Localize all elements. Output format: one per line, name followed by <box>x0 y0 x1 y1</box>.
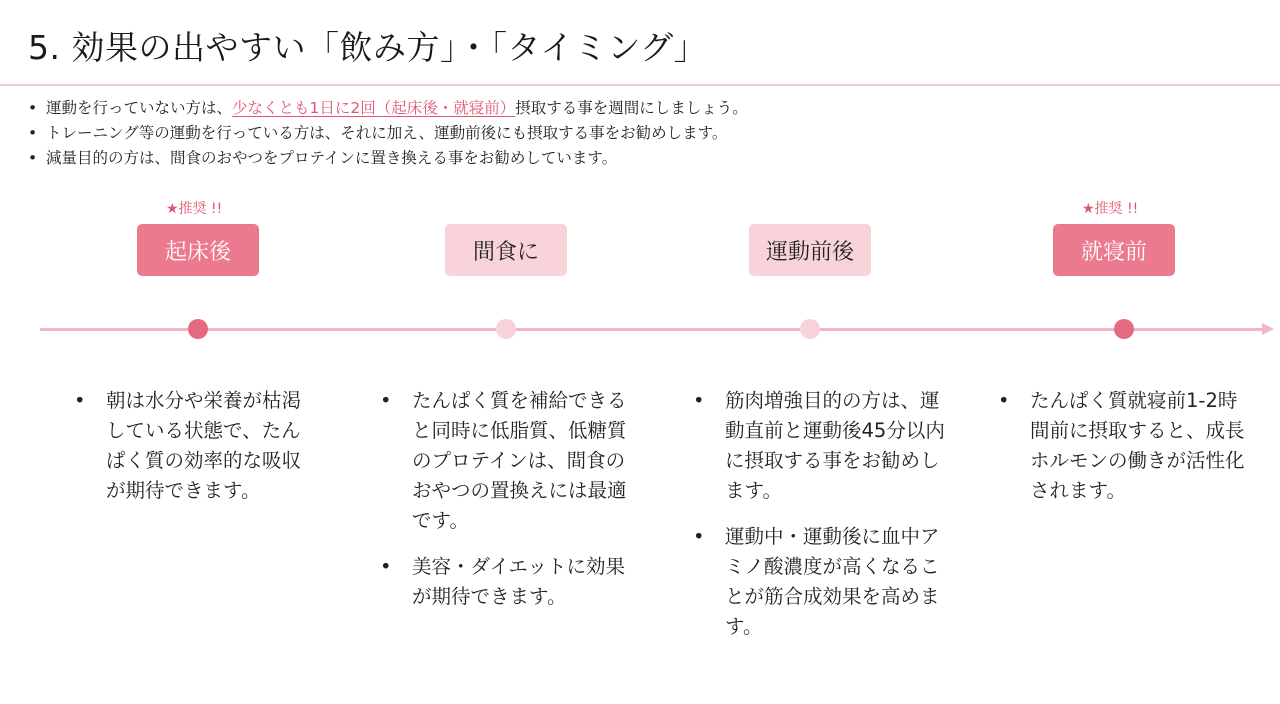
recommend-badge-wakeup: ★推奨 !! <box>166 201 223 217</box>
timeline-dot-snack <box>496 319 516 339</box>
timing-details-snack <box>378 386 640 628</box>
intro-item <box>28 146 748 171</box>
title-divider <box>0 84 1280 86</box>
timeline-line <box>40 328 1264 331</box>
detail-item: • たんぱく質を補給できると同時に低脂質、低糖質のプロテインは、間食のおやつの置換えには最適です。 <box>378 386 640 536</box>
timeline-dot-wakeup <box>188 319 208 339</box>
intro-item <box>28 121 748 146</box>
timing-label-bedtime: 就寝前 <box>1053 224 1175 276</box>
intro-highlight: 少なくとも1日に2回（起床後・就寝前） <box>232 99 516 117</box>
detail-item: • 筋肉増強目的の方は、運動直前と運動後45分以内に摂取する事をお勧めします。 <box>691 386 945 506</box>
timing-details-wakeup <box>72 386 318 522</box>
detail-item: • 美容・ダイエットに効果が期待できます。 <box>378 552 640 612</box>
timing-details-bedtime <box>996 386 1252 522</box>
slide-title: 5. 効果の出やすい「飲み方」・「タイミング」 <box>28 28 708 67</box>
timeline-arrow-icon <box>1262 323 1274 335</box>
timeline-dot-exercise <box>800 319 820 339</box>
timing-label-exercise: 運動前後 <box>749 224 871 276</box>
detail-item: • 朝は水分や栄養が枯渇している状態で、たんぱく質の効率的な吸収が期待できます。 <box>72 386 318 506</box>
timing-label-snack: 間食に <box>445 224 567 276</box>
recommend-badge-bedtime: ★推奨 !! <box>1082 201 1139 217</box>
intro-item-text: 運動を行っていない方は、 <box>46 99 233 117</box>
intro-list <box>28 96 748 171</box>
intro-item <box>28 96 748 121</box>
intro-item-text: 減量目的の方は、間食のおやつをプロテインに置き換える事をお勧めしています。 <box>46 149 618 167</box>
detail-item: • 運動中・運動後に血中アミノ酸濃度が高くなることが筋合成効果を高めます。 <box>691 522 945 642</box>
detail-item: • たんぱく質就寝前1-2時間前に摂取すると、成長ホルモンの働きが活性化されます。 <box>996 386 1252 506</box>
timing-label-wakeup: 起床後 <box>137 224 259 276</box>
timeline-dot-bedtime <box>1114 319 1134 339</box>
intro-item-text: 摂取する事を週間にしましょう。 <box>515 99 748 117</box>
timing-details-exercise <box>691 386 945 658</box>
intro-item-text: トレーニング等の運動を行っている方は、それに加え、運動前後にも摂取する事をお勧めします。 <box>46 124 728 142</box>
